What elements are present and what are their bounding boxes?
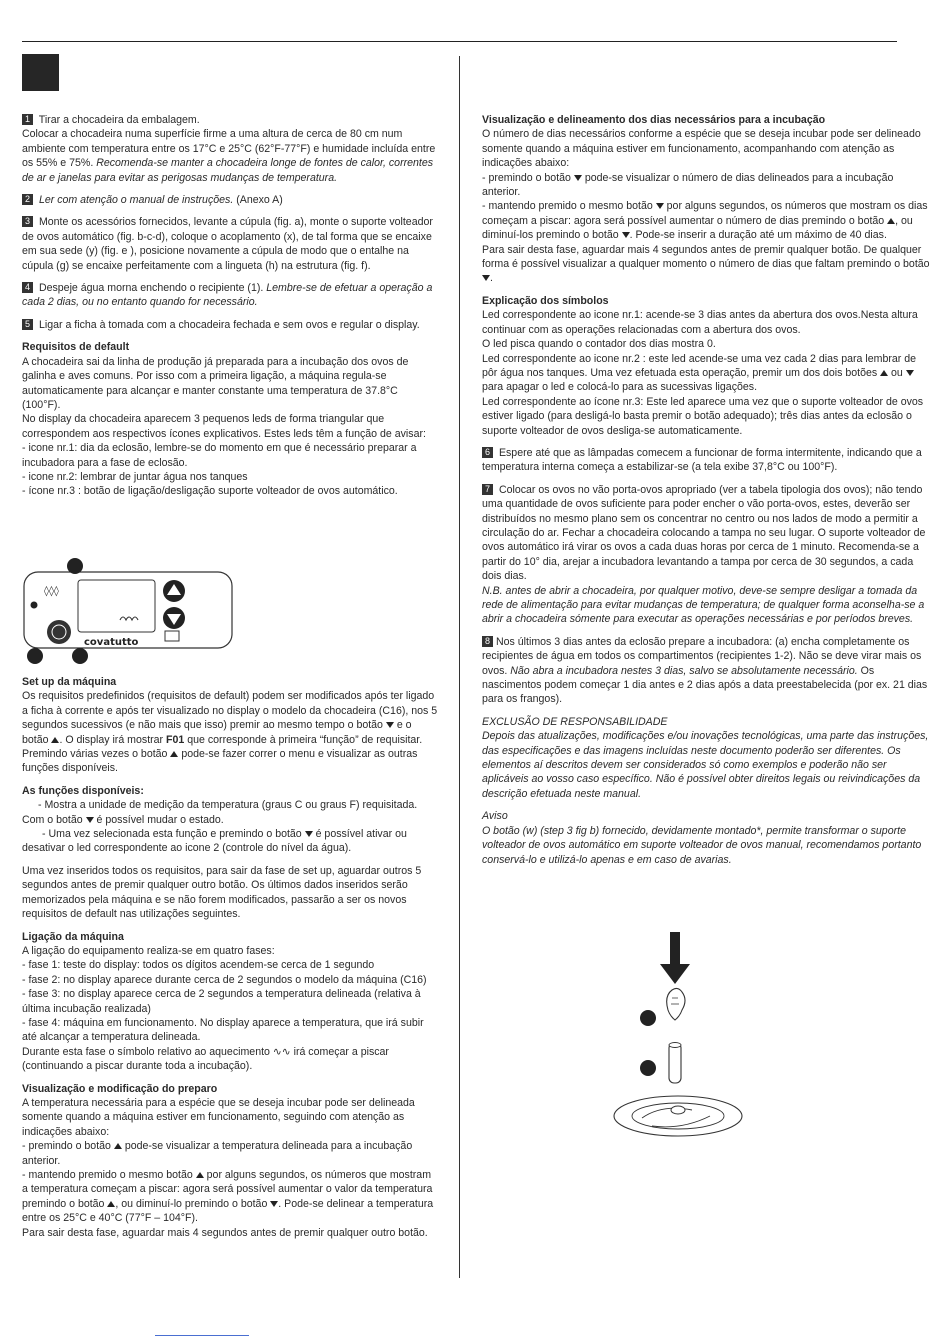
callout-marker: [640, 1060, 656, 1076]
down-arrow-icon: [482, 275, 490, 281]
footer-link-underline: [155, 1335, 249, 1336]
turner-disc: [614, 1096, 742, 1136]
egg-turner-knob-illustration: [612, 928, 762, 1138]
section-heading: Explicação dos símbolos: [482, 294, 609, 307]
column-divider: [459, 56, 460, 1278]
turner-button: [47, 620, 71, 644]
down-arrow-icon: [305, 831, 313, 837]
step-number: 4: [22, 282, 33, 293]
setup-section: Set up da máquina Os requisitos predefinidos (requisitos de default) podem ser modificados após ter ligado a ficha à corrente e após ter visualizado no display o modelo da chocadeira (C16), nos 5 segundos sucessivos (e não mais que isso) premir ao mesmo tempo o botão e o botão . O display irá mostrar F01 que corresponde à primeira “função” de requisitar. Premindo várias vezes o botão pode-se fazer correr o menu e visualizar as outras funções disponíveis.: [22, 676, 438, 775]
step-number: 5: [22, 319, 33, 330]
step-7: 7 Colocar os ovos no vão porta-ovos apropriado (ver a tabela tipologia dos ovos); não tendo uma quantidade de ovos suficiente para poder encher o vão porta-ovos, estes, deverão ser distribuídos no mesmo plano sem os concentrar no centro ou nos lados de modo a permitir a circulação do ar. Fechar a chocadeira colocando a tampa no seu lugar. O suporte volteador de ovos automático irá virar os ovos a cada duas horas por cerca de 1 minuto. Recomenda-se a partir do 10° dia, arejar a incubadora levantando a tampa por cerca de 30 segundos, a cada dois dias. N.B. antes de abrir a chocadeira, por qualquer motivo, deve-se sempre desligar a tomada da rede de alimentação para evitar mudanças de temperatura; de qualquer forma aconselha-se a abrir a chocadeira sómente para executar as operações necessárias e por períodos breves.: [482, 483, 926, 626]
down-arrow-icon: [906, 370, 914, 376]
step-3: 3 Monte os acessórios fornecidos, levante a cúpula (fig. a), monte o suporte volteador de ovos automático (fig. b-c-d), coloque o acoplamento (x), de tal forma que se encaixe em sua sede (y) (fig. e ), posicione novamente a cúpula de modo que o entalhe na cúpula (g) se encaixe perfeitamente com a lingueta (h) na estrutura (fig. f).: [22, 216, 433, 272]
notice-heading: Aviso: [482, 810, 508, 823]
right-column: [482, 113, 932, 875]
callout-marker: [27, 648, 43, 664]
default-requirements: Requisitos de default A chocadeira sai da linha de produção já preparada para a incubação dos ovos de galinha e aves comuns. Por isso com a primeira ligação, a máquina regula-se automaticamente para alcançar e manter constante uma temperatura de 37.8°C (100°F). No display da chocadeira aparecem 3 pequenos leds de forma triangular que correspondem aos respectivos ícones explicativos. Estes leds têm a função de avisar: - icone nr.1: dia da eclosão, lembre-se do momento em que é necessário preparar a incubadora para a fase de eclosão. - icone nr.2: lembrar de juntar água nos tanques - ícone nr.3 : botão de ligação/desligação suporte volteador de ovos automático.: [22, 341, 426, 498]
disclaimer-section: EXCLUSÃO DE RESPONSABILIDADE Depois das atualizações, modificações e/ou inovações tecnológicas, uma parte das instruções, das especificações e das imagens incluídas neste documento poderão ser diferentes. Os elementos aí descritos devem ser considerados só como exemplos e poderão não ser aplicáveis ao vosso caso específico. Não é possível obter direitos legais ou reivindicações da descrição efetuada neste manual.: [482, 715, 929, 800]
left-column: [22, 113, 438, 507]
coupling-part: [669, 1043, 681, 1083]
section-heading: As funções disponíveis:: [22, 784, 144, 797]
notice-section: Aviso O botão (w) (step 3 fig b) fornecido, devidamente montado*, permite transformar o suporte volteador de ovos automático em suporte volteador de ovos manual, recomendamos portanto conservá-lo e utilizá-lo apenas e em caso de avarias.: [482, 810, 922, 866]
up-arrow-icon: [114, 1143, 122, 1149]
functions-section: As funções disponíveis: - Mostra a unidade de medição da temperatura (graus C ou graus F) requisitada. Com o botão é possível mudar o estado. - Uma vez selecionada esta função e premindo o botão é possível ativar ou desativar o led correspondente ao icone 2 (controle do nível da água).: [22, 784, 418, 855]
section-heading: Visualização e delineamento dos dias necessários para a incubação: [482, 114, 826, 126]
step-number: 6: [482, 447, 493, 458]
setup-exit-paragraph: Uma vez inseridos todos os requisitos, para sair da fase de set up, aguardar outros 5 segundos antes de premir qualquer outro botão. Os últimos dados inseridos serão memorizados pela máquina e se não forem modificados, passarão a ser os novos requisitos de default nas utilizações seguintes.: [22, 864, 422, 921]
down-arrow-icon: [622, 232, 630, 238]
heating-icon: ∿∿: [272, 1045, 291, 1058]
down-arrow-icon: [660, 964, 690, 984]
step-number: 3: [22, 216, 33, 227]
disclaimer-heading: EXCLUSÃO DE RESPONSABILIDADE: [482, 715, 668, 728]
callout-marker: [67, 558, 83, 574]
step-number: 2: [22, 194, 33, 205]
step-4: 4 Despeje água morna enchendo o recipiente (1). Lembre-se de efetuar a operação a cada 2 dias, ou no entanto quando for necessário.: [22, 282, 433, 309]
top-rule: [22, 41, 897, 42]
step-6: 6 Espere até que as lâmpadas comecem a funcionar de forma intermitente, indicando que a temperatura interna começa a estabilizar-se (a tela exibe 37,8°C ou 100°F).: [482, 446, 922, 474]
section-heading: Requisitos de default: [22, 341, 130, 354]
section-heading: Set up da máquina: [22, 676, 117, 688]
up-arrow-icon: [887, 218, 895, 224]
section-heading: Ligação da máquina: [22, 930, 124, 943]
arrow-shaft: [670, 932, 680, 966]
water-drop-icon: [31, 602, 38, 609]
display-screen: [78, 580, 155, 632]
down-arrow-icon: [574, 175, 582, 181]
up-arrow-icon: [196, 1172, 204, 1178]
step-number: 7: [482, 484, 493, 495]
days-section: Visualização e delineamento dos dias necessários para a incubação O número de dias necessários conforme a espécie que se deseja incubar pode ser delineado somente quando a máquina estiver em funcionamento, acompanhando com atenção as indicações abaixo: - premindo o botão pode-se visualizar o número de dias delineados para a incubação anterior. - mantendo premido o mesmo botão por alguns segundos, os números que mostram os dias começam a piscar: agora será possível aumentar o número de dias premindo o botão , ou diminuí-los premindo o botão . Pode-se inserir a duração até um máximo de 40 dias. Para sair desta fase, aguardar mais 4 segundos antes de premir qualquer botão. De qualquer forma é possível visualizar a qualquer momento o número de dias que faltam premindo o botão .: [482, 114, 930, 285]
down-arrow-icon: [86, 817, 94, 823]
callout-marker: [640, 1010, 656, 1026]
section-heading: Visualização e modificação do preparo: [22, 1082, 218, 1095]
down-arrow-icon: [656, 203, 664, 209]
language-tab-block: [22, 54, 59, 91]
up-arrow-icon: [880, 370, 888, 376]
step-2: 2 Ler com atenção o manual de instruções. (Anexo A): [22, 193, 438, 207]
step-number: 1: [22, 114, 33, 125]
step-1: 1 Tirar a chocadeira da embalagem. Colocar a chocadeira numa superfície firme a uma altura de cerca de 80 cm num ambiente com temperatura entre os 17°C e 25°C (62°F-77°F) e humidade incluída entre os 55% e 75%. Recomenda-se manter a chocadeira longe de fontes de calor, correntes de ar e janelas para evitar as perigosas mudanças de temperatura.: [22, 114, 436, 184]
symbols-section: Explicação dos símbolos Led correspondente ao icone nr.1: acende-se 3 dias antes da abertura dos ovos.Nesta altura continuar com as operações relacionadas com a abertura dos ovos. O led pisca quando o contador dos dias mostra 0. Led correspondente ao icone nr.2 : este led acende-se uma vez cada 2 dias para lembrar de pôr água nos tanques. Uma vez efetuada esta operação, premir um dos dois botões ou para apagar o led e colocá-lo para as sucessivas ligações. Led correspondente ao ícone nr.3: Este led aparece uma vez que o suporte volteador de ovos estiver ligado (para desligá-lo basta premir o botão adequado); três dias antes da eclosão o suporte volteador de ovos desliga-se automaticamente.: [482, 294, 924, 437]
step-5: 5 Ligar a ficha à tomada com a chocadeira fechada e sem ovos e regular o display.: [22, 318, 438, 332]
temperature-section: Visualização e modificação do preparo A temperatura necessária para a espécie que se deseja incubar pode ser delineada somente quando a máquina estiver em funcionamento, seguindo com atenção as indicações abaixo: - premindo o botão pode-se visualizar a temperatura delineada para a incubação anterior. - mantendo premido o mesmo botão por alguns segundos, os números que mostram a temperatura começam a piscar: agora será possível aumentar o valor da temperatura premindo o botão , ou diminuí-lo premindo o botão . Pode-se delinear a temperatura entre os 25°C e 40°C (77°F – 104°F). Para sair desta fase, aguardar mais 4 segundos antes de premir qualquer outro botão.: [22, 1082, 434, 1239]
down-arrow-icon: [386, 722, 394, 728]
control-panel-illustration: [22, 558, 237, 668]
egg-icons: ◊◊◊: [44, 586, 59, 597]
step-number: 8: [482, 636, 493, 647]
connection-section: Ligação da máquina A ligação do equipamento realiza-se em quatro fases: - fase 1: teste do display: todos os dígitos acendem-se cerca de 1 segundo - fase 2: no display aparece durante cerca de 2 segundos o modelo da máquina (C16) - fase 3: no display aparece cerca de 2 segundos a temperatura delineada (relativa à última incubação realizada) - fase 4: máquina em funcionamento. No display aparece a temperatura, que irá subir até alcançar a temperatura delineada. Durante esta fase o símbolo relativo ao aquecimento ∿∿ irá começar a piscar (continuando a piscar durante toda a incubação).: [22, 930, 427, 1073]
brand-logo: covatutto: [84, 637, 139, 648]
step-8: 8 Nos últimos 3 dias antes da eclosão prepare a incubadora: (a) encha completamente os recipientes de água em todos os compartimentos (recipientes 1-2). Não se deve virar mais os ovos. Não abra a incubadora nestes 3 dias, salvo se absolutamente necessário. Os nascimentos podem começar 1 dia antes e 2 dias após a data preestabelecida (por ex. 21 dias para os frangos).: [482, 635, 928, 706]
left-column-lower: [22, 675, 438, 1248]
callout-marker: [72, 648, 88, 664]
